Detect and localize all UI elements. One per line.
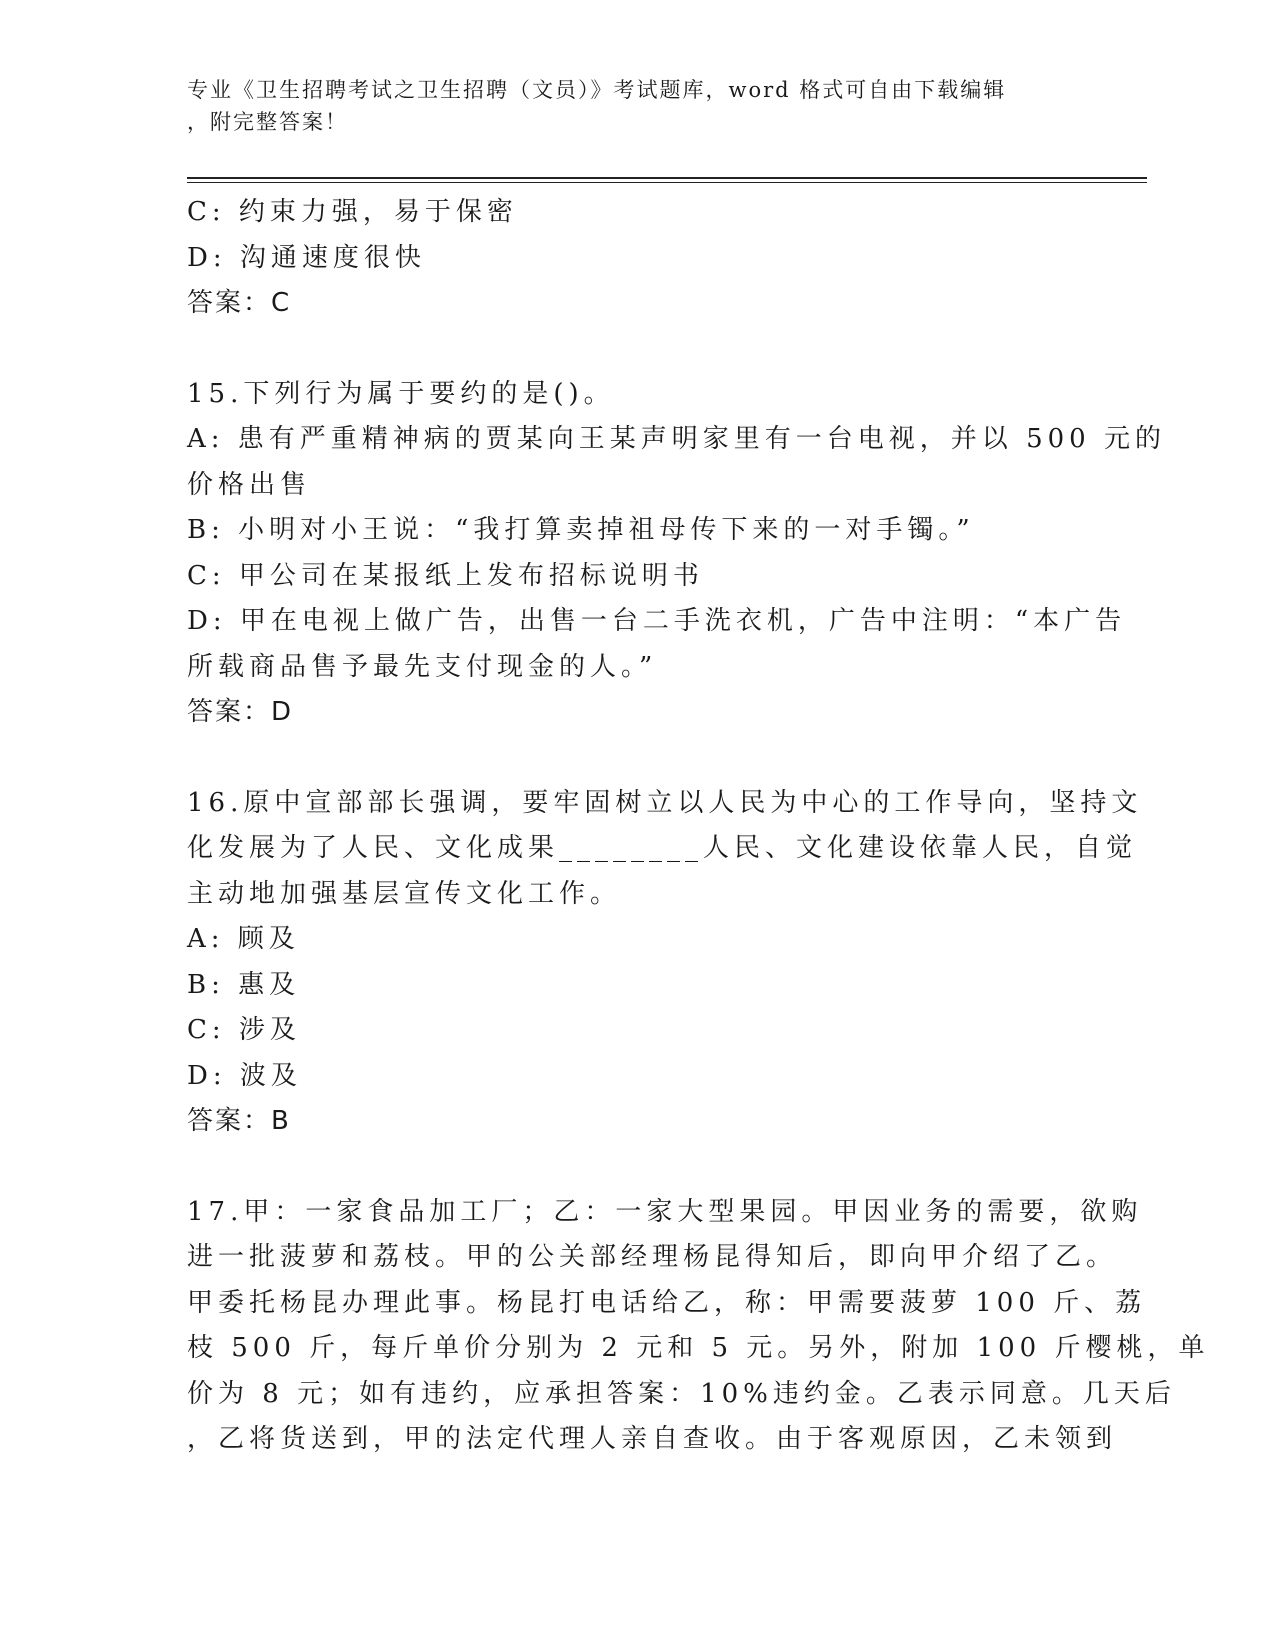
q15-option-d-line-2: 所载商品售予最先支付现金的人。” xyxy=(187,651,658,682)
q16-stem-line-1: 16.原中宣部部长强调，要牢固树立以人民为中心的工作导向，坚持文 xyxy=(187,787,1143,818)
q15-option-a-line-2: 价格出售 xyxy=(187,469,312,500)
q16-stem-line-2: 化发展为了人民、文化成果________人民、文化建设依靠人民，自觉 xyxy=(187,833,1138,863)
q17-line-2: 进一批菠萝和荔枝。甲的公关部经理杨昆得知后，即向甲介绍了乙。 xyxy=(187,1242,1118,1272)
q16-option-b: B: 惠及 xyxy=(187,969,301,1000)
q17-line-3: 甲委托杨昆办理此事。杨昆打电话给乙，称：甲需要菠萝 100 斤、荔 xyxy=(187,1287,1147,1318)
q15-option-c: C: 甲公司在某报纸上发布招标说明书 xyxy=(187,560,704,591)
q16-stem-line-3: 主动地加强基层宣传文化工作。 xyxy=(187,878,622,909)
q15-option-b: B: 小明对小王说：“我打算卖掉祖母传下来的一对手镯。” xyxy=(187,515,975,545)
header-divider-thin xyxy=(187,182,1147,183)
prev-option-c: C: 约束力强，易于保密 xyxy=(187,197,518,227)
header-line-1: 专业《卫生招聘考试之卫生招聘（文员）》考试题库，word 格式可自由下载编辑 xyxy=(187,78,1007,102)
prev-option-d: D: 沟通速度很快 xyxy=(187,242,426,273)
q16-option-d: D: 波及 xyxy=(187,1060,302,1091)
q17-line-6: ，乙将货送到，甲的法定代理人亲自查收。由于客观原因，乙未领到 xyxy=(187,1424,1118,1454)
question-content xyxy=(187,190,1210,1463)
q17-line-1: 17.甲：一家食品加工厂；乙：一家大型果园。甲因业务的需要，欲购 xyxy=(187,1196,1143,1227)
q17-line-4: 枝 500 斤，每斤单价分别为 2 元和 5 元。另外，附加 100 斤樱桃，单 xyxy=(187,1333,1210,1363)
q16-option-a: A: 顾及 xyxy=(187,924,300,954)
header-line-2: ，附完整答案！ xyxy=(187,110,348,134)
prev-answer: 答案：C xyxy=(187,288,292,318)
q16-answer: 答案：B xyxy=(187,1106,291,1136)
q15-stem: 15.下列行为属于要约的是()。 xyxy=(187,378,615,409)
q15-option-d-line-1: D: 甲在电视上做广告，出售一台二手洗衣机，广告中注明：“本广告 xyxy=(187,606,1127,636)
q17-line-5: 价为 8 元；如有违约，应承担答案：10%违约金。乙表示同意。几天后 xyxy=(187,1378,1176,1409)
document-header xyxy=(187,74,1067,138)
q15-answer: 答案：D xyxy=(187,697,294,727)
q15-option-a-line-1: A: 患有严重精神病的贾某向王某声明家里有一台电视，并以 500 元的 xyxy=(187,424,1166,454)
header-divider-thick xyxy=(187,177,1147,179)
q16-option-c: C: 涉及 xyxy=(187,1015,301,1045)
